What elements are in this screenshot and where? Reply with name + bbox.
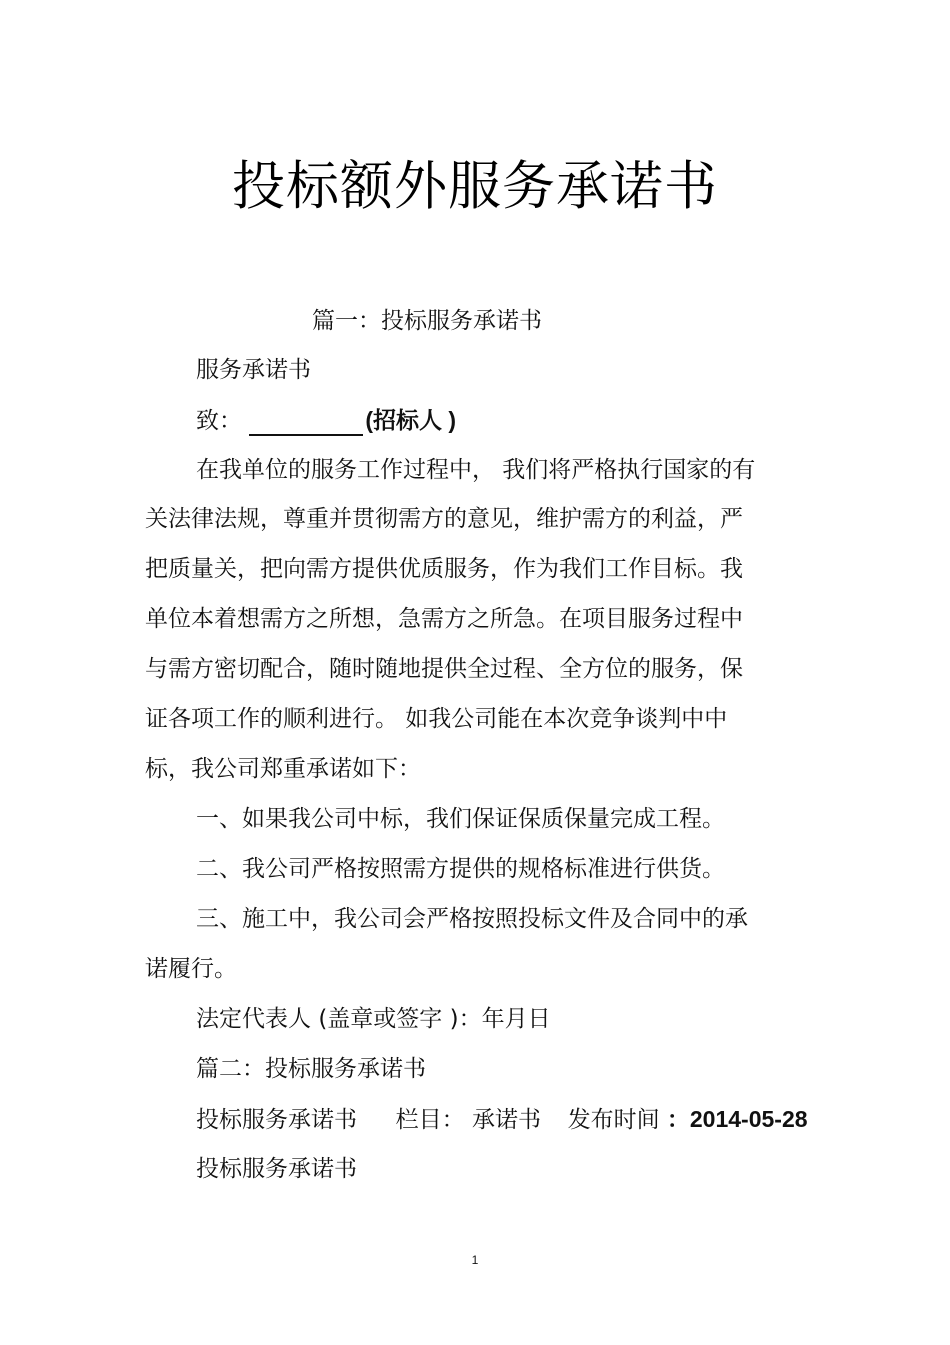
- meta-title: 投标服务承诺书: [196, 1107, 357, 1133]
- addressee-line: [196, 405, 456, 436]
- legal-rep-prefix: 法定代表人: [196, 1006, 311, 1032]
- last-line: 投标服务承诺书: [196, 1156, 357, 1182]
- promise-1: 一、如果我公司中标，我们保证保质保量完成工程。: [196, 806, 725, 832]
- promise-2: 二、我公司严格按照需方提供的规格标准进行供货。: [196, 856, 725, 882]
- page-number: 1: [471, 1253, 479, 1267]
- letter-heading: 服务承诺书: [196, 357, 311, 383]
- addressee-prefix: 致：: [196, 408, 242, 434]
- body-line-3: 把质量关，把向需方提供优质服务，作为我们工作目标。我: [145, 556, 743, 582]
- meta-date-value: ：2014-05-28: [666, 1106, 808, 1132]
- promise-3-line-2: 诺履行。: [145, 956, 237, 982]
- document-title: 投标额外服务承诺书: [232, 156, 718, 217]
- section2-heading: 篇二：投标服务承诺书: [196, 1056, 426, 1082]
- body-line-2: 关法律法规，尊重并贯彻需方的意见，维护需方的利益，严: [145, 506, 743, 532]
- addressee-suffix: (招标人 ): [365, 407, 457, 433]
- body-line-5: 与需方密切配合，随时随地提供全过程、全方位的服务，保: [145, 656, 743, 682]
- body-line-1: 在我单位的服务工作过程中， 我们将严格执行国家的有: [196, 457, 756, 483]
- body-line-4: 单位本着想需方之所想，急需方之所急。在项目服务过程中: [145, 606, 743, 632]
- legal-rep-paren: (盖章或签字 )：年月日: [318, 1006, 551, 1032]
- addressee-blank: [249, 412, 363, 436]
- meta-column-label: 栏目：: [395, 1107, 465, 1133]
- body-line-7: 标，我公司郑重承诺如下：: [145, 756, 421, 782]
- legal-representative-line: [196, 1004, 551, 1034]
- meta-date-label: 发布时间: [567, 1107, 660, 1133]
- meta-line: [196, 1104, 808, 1135]
- promise-3-line-1: 三、施工中，我公司会严格按照投标文件及合同中的承: [196, 906, 748, 932]
- section1-heading: 篇一：投标服务承诺书: [312, 308, 542, 334]
- meta-column-value: 承诺书: [471, 1107, 541, 1133]
- body-line-6: 证各项工作的顺利进行。 如我公司能在本次竞争谈判中中: [145, 706, 728, 732]
